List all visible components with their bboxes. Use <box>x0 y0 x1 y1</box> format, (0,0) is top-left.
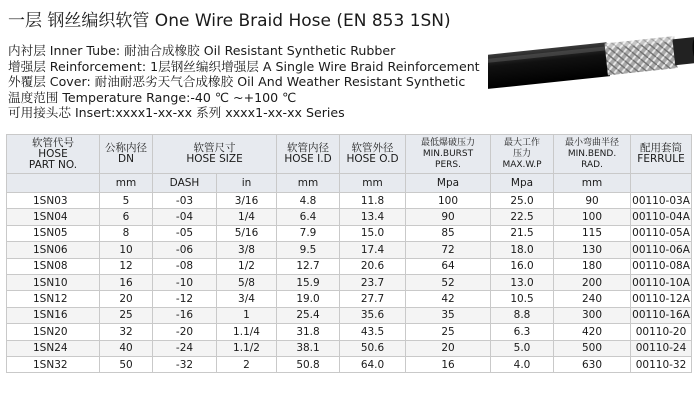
table-row <box>7 258 692 274</box>
cell-hose-id: 31.8 <box>277 324 340 340</box>
col-min-bend: 最小弯曲半径 MIN.BEND. RAD. <box>554 135 631 174</box>
spec-table <box>6 134 692 373</box>
cell-ferrule: 00110-20 <box>631 324 692 340</box>
cell-max-wp: 8.8 <box>491 307 554 323</box>
unit-od: mm <box>340 174 406 193</box>
cell-hose-id: 12.7 <box>277 258 340 274</box>
cell-part-no: 1SN32 <box>7 356 100 372</box>
cell-in: 1 <box>217 307 277 323</box>
cell-ferrule: 00110-08A <box>631 258 692 274</box>
cell-min-bend: 200 <box>554 274 631 290</box>
cell-dn: 6 <box>100 209 153 225</box>
cell-in: 1/2 <box>217 258 277 274</box>
cell-hose-od: 23.7 <box>340 274 406 290</box>
col-hose-size: 软管尺寸 HOSE SIZE <box>153 135 277 174</box>
cell-dash: -08 <box>153 258 217 274</box>
cell-in: 2 <box>217 356 277 372</box>
unit-ferrule <box>631 174 692 193</box>
cell-part-no: 1SN04 <box>7 209 100 225</box>
cell-min-bend: 130 <box>554 242 631 258</box>
cell-hose-id: 19.0 <box>277 291 340 307</box>
cell-part-no: 1SN20 <box>7 324 100 340</box>
cell-part-no: 1SN06 <box>7 242 100 258</box>
cell-max-wp: 13.0 <box>491 274 554 290</box>
cell-hose-od: 20.6 <box>340 258 406 274</box>
spec-reinforcement: 增强层 Reinforcement: 1层钢丝编织增强层 A Single Wire Braid Reinforcement <box>8 58 480 74</box>
page-title: 一层 钢丝编织软管 One Wire Braid Hose (EN 853 1SN) <box>8 11 451 31</box>
cell-hose-id: 9.5 <box>277 242 340 258</box>
cell-max-wp: 10.5 <box>491 291 554 307</box>
cell-max-wp: 22.5 <box>491 209 554 225</box>
cell-ferrule: 00110-05A <box>631 225 692 241</box>
cell-part-no: 1SN05 <box>7 225 100 241</box>
unit-id: mm <box>277 174 340 193</box>
cell-in: 5/16 <box>217 225 277 241</box>
table-row <box>7 225 692 241</box>
cell-max-wp: 18.0 <box>491 242 554 258</box>
cell-hose-od: 13.4 <box>340 209 406 225</box>
cell-dn: 8 <box>100 225 153 241</box>
cell-max-wp: 21.5 <box>491 225 554 241</box>
cell-min-burst: 85 <box>406 225 491 241</box>
cell-min-burst: 90 <box>406 209 491 225</box>
cell-min-bend: 240 <box>554 291 631 307</box>
cell-hose-od: 15.0 <box>340 225 406 241</box>
unit-burst: Mpa <box>406 174 491 193</box>
cell-dn: 5 <box>100 193 153 209</box>
cell-part-no: 1SN10 <box>7 274 100 290</box>
table-row <box>7 340 692 356</box>
cell-hose-od: 11.8 <box>340 193 406 209</box>
cell-ferrule: 00110-16A <box>631 307 692 323</box>
cell-max-wp: 4.0 <box>491 356 554 372</box>
col-hose-id: 软管内径 HOSE I.D <box>277 135 340 174</box>
table-row <box>7 307 692 323</box>
cell-part-no: 1SN24 <box>7 340 100 356</box>
cell-hose-od: 17.4 <box>340 242 406 258</box>
cell-min-burst: 42 <box>406 291 491 307</box>
cell-dn: 12 <box>100 258 153 274</box>
cell-in: 1/4 <box>217 209 277 225</box>
cell-ferrule: 00110-10A <box>631 274 692 290</box>
cell-min-bend: 90 <box>554 193 631 209</box>
unit-dn: mm <box>100 174 153 193</box>
cell-min-bend: 180 <box>554 258 631 274</box>
cell-dash: -05 <box>153 225 217 241</box>
cell-max-wp: 25.0 <box>491 193 554 209</box>
cell-dash: -32 <box>153 356 217 372</box>
cell-dn: 40 <box>100 340 153 356</box>
cell-ferrule: 00110-04A <box>631 209 692 225</box>
table-row <box>7 193 692 209</box>
table-row <box>7 291 692 307</box>
cell-ferrule: 00110-03A <box>631 193 692 209</box>
cell-dash: -06 <box>153 242 217 258</box>
cell-max-wp: 16.0 <box>491 258 554 274</box>
cell-min-burst: 52 <box>406 274 491 290</box>
cell-in: 1.1/4 <box>217 324 277 340</box>
table-row <box>7 324 692 340</box>
cell-min-bend: 500 <box>554 340 631 356</box>
unit-in: in <box>217 174 277 193</box>
cell-max-wp: 6.3 <box>491 324 554 340</box>
cell-hose-id: 7.9 <box>277 225 340 241</box>
cell-hose-od: 43.5 <box>340 324 406 340</box>
cell-ferrule: 00110-24 <box>631 340 692 356</box>
cell-hose-id: 50.8 <box>277 356 340 372</box>
cell-min-burst: 16 <box>406 356 491 372</box>
spec-insert: 可用接头芯 Insert:xxxx1-xx-xx 系列 xxxx1-xx-xx Series <box>8 105 345 121</box>
cell-min-burst: 64 <box>406 258 491 274</box>
cell-dash: -04 <box>153 209 217 225</box>
cell-min-burst: 35 <box>406 307 491 323</box>
col-dn: 公称内径 DN <box>100 135 153 174</box>
cell-min-burst: 25 <box>406 324 491 340</box>
cell-part-no: 1SN08 <box>7 258 100 274</box>
cell-min-bend: 300 <box>554 307 631 323</box>
spec-cover: 外覆层 Cover: 耐油耐恶劣天气合成橡胶 Oil And Weather Resistant Synthetic <box>8 74 466 90</box>
cell-ferrule: 00110-06A <box>631 242 692 258</box>
cell-in: 3/16 <box>217 193 277 209</box>
cell-min-bend: 115 <box>554 225 631 241</box>
cell-dn: 10 <box>100 242 153 258</box>
cell-ferrule: 00110-32 <box>631 356 692 372</box>
cell-hose-id: 6.4 <box>277 209 340 225</box>
unit-bend: mm <box>554 174 631 193</box>
cell-hose-id: 38.1 <box>277 340 340 356</box>
col-part-no: 软管代号 HOSE PART NO. <box>7 135 100 174</box>
cell-min-burst: 20 <box>406 340 491 356</box>
cell-dn: 25 <box>100 307 153 323</box>
cell-dash: -10 <box>153 274 217 290</box>
unit-wp: Mpa <box>491 174 554 193</box>
col-min-burst: 最低爆破压力 MIN.BURST PERS. <box>406 135 491 174</box>
cell-part-no: 1SN03 <box>7 193 100 209</box>
cell-hose-od: 27.7 <box>340 291 406 307</box>
unit-blank <box>7 174 100 193</box>
cell-hose-id: 4.8 <box>277 193 340 209</box>
cell-hose-od: 64.0 <box>340 356 406 372</box>
cell-ferrule: 00110-12A <box>631 291 692 307</box>
cell-min-bend: 630 <box>554 356 631 372</box>
cell-part-no: 1SN12 <box>7 291 100 307</box>
cell-dash: -20 <box>153 324 217 340</box>
cell-part-no: 1SN16 <box>7 307 100 323</box>
col-max-wp: 最大工作 压力 MAX.W.P <box>491 135 554 174</box>
table-row <box>7 242 692 258</box>
cell-hose-od: 35.6 <box>340 307 406 323</box>
cell-dn: 16 <box>100 274 153 290</box>
cell-min-bend: 420 <box>554 324 631 340</box>
table-row <box>7 356 692 372</box>
cell-hose-id: 15.9 <box>277 274 340 290</box>
cell-dash: -16 <box>153 307 217 323</box>
spec-list <box>8 43 480 121</box>
braided-hose-image <box>488 24 694 92</box>
cell-in: 3/8 <box>217 242 277 258</box>
cell-dn: 50 <box>100 356 153 372</box>
cell-in: 1.1/2 <box>217 340 277 356</box>
cell-dash: -12 <box>153 291 217 307</box>
spec-inner-tube: 内衬层 Inner Tube: 耐油合成橡胶 Oil Resistant Synthetic Rubber <box>8 43 396 58</box>
cell-in: 5/8 <box>217 274 277 290</box>
cell-dn: 20 <box>100 291 153 307</box>
spec-temperature: 温度范围 Temperature Range:-40 ℃ ~+100 ℃ <box>8 89 297 105</box>
unit-dash: DASH <box>153 174 217 193</box>
cell-dn: 32 <box>100 324 153 340</box>
col-ferrule: 配用套筒 FERRULE <box>631 135 692 174</box>
cell-min-burst: 72 <box>406 242 491 258</box>
col-hose-od: 软管外径 HOSE O.D <box>340 135 406 174</box>
table-row <box>7 274 692 290</box>
cell-in: 3/4 <box>217 291 277 307</box>
cell-hose-od: 50.6 <box>340 340 406 356</box>
cell-min-burst: 100 <box>406 193 491 209</box>
cell-min-bend: 100 <box>554 209 631 225</box>
cell-dash: -24 <box>153 340 217 356</box>
cell-hose-id: 25.4 <box>277 307 340 323</box>
cell-dash: -03 <box>153 193 217 209</box>
table-row <box>7 209 692 225</box>
cell-max-wp: 5.0 <box>491 340 554 356</box>
